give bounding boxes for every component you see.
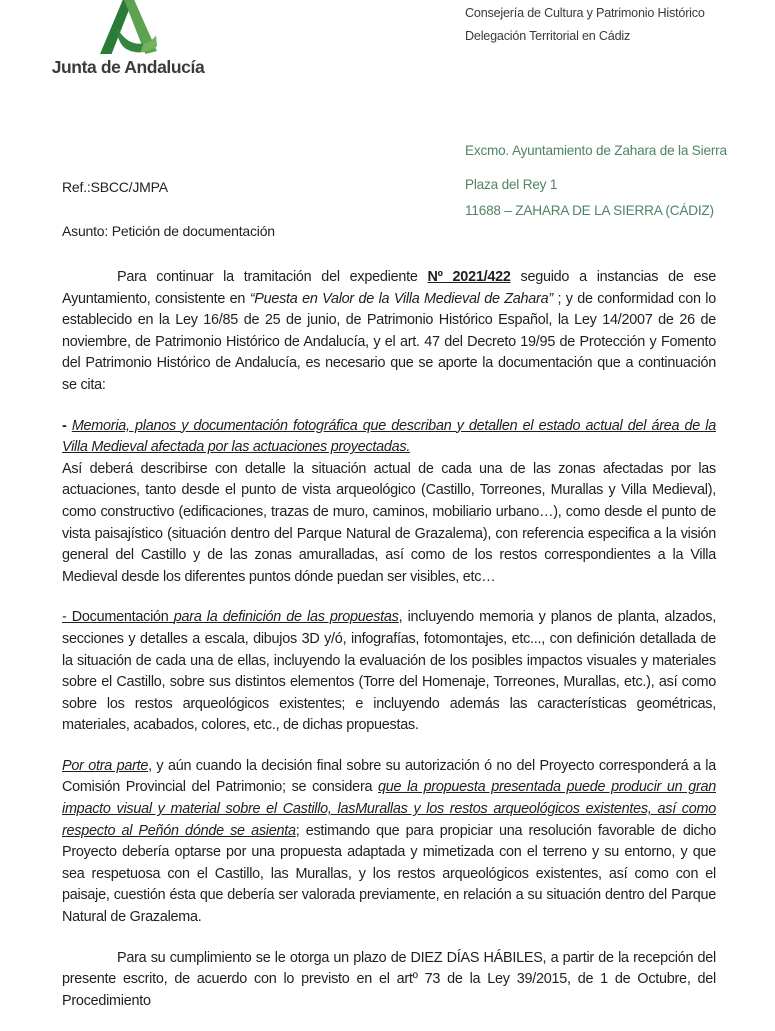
body-text: Para continuar la tramitación del expediente (117, 269, 428, 285)
recipient-city: 11688 – ZAHARA DE LA SIERRA (CÁDIZ) (465, 203, 714, 218)
recipient-name: Excmo. Ayuntamiento de Zahara de la Sierra (465, 143, 727, 158)
junta-andalucia-a-icon (97, 0, 159, 54)
department-name: Consejería de Cultura y Patrimonio Histórico (465, 6, 705, 20)
paragraph-por-otra-parte (62, 756, 716, 929)
body-text: ; y de conformidad con lo establecido en la Ley 16/85 de 25 de junio, de Patrimonio Histórico Español, la Ley 14/2007 de 26 de noviembre, de Patrimonio Histórico de Andalucía, y el art. 47 del Decreto 19/95 de Protección y Fomento del Patrimonio Histórico de Andalucía, es necesario que se aporte la documentación que a continuación se cita: (62, 290, 717, 393)
project-title: “Puesta en Valor de la Villa Medieval de Zahara” (249, 290, 553, 307)
list-dash: - (62, 417, 72, 434)
paragraph-documentacion-propuestas (62, 607, 716, 737)
body-text: seguido a instancias de ese Ayuntamiento, consistente en (62, 269, 716, 307)
paragraph-expediente (62, 267, 716, 397)
impact-statement: que la propuesta presentada puede producir un gran impacto visual y material sobre el Castillo, lasMurallas y los restos arqueológicos existentes, así como respecto al Peñón dónde se asienta (62, 779, 716, 839)
body-text: , incluyendo memoria y planos de planta, alzados, secciones y detalles a escala, dibujos 3D y/ó, infografías, fotomontajes, etc..., con definición detallada de la situación de cada una de ellas, incluyendo la evaluación de los posibles impactos visuales y materiales sobre el Castillo, sobre sus distintos elementos (Torre del Homenaje, Torreones, Murallas, etc.), así como sobre los restos arqueológicos existentes; e incluyendo además las características geométricas, materiales, acabados, colores, etc., de dichas propuestas. (62, 609, 716, 734)
territorial-delegation: Delegación Territorial en Cádiz (465, 29, 631, 43)
body-text: Para su cumplimiento se le otorga un plazo de DIEZ DÍAS HÁBILES, a partir de la recepción del presente escrito, de acuerdo con lo previsto en el artº 73 de la Ley 39/2015, de 1 de Octubre, del Procedimiento (62, 949, 716, 1009)
requirement-documentacion-detail: para la definición de las propuestas (173, 609, 399, 626)
body-text: , y aún cuando la decisión final sobre su autorización ó no del Proyecto corresponderá a la Comisión Provincial del Patrimonio; se considera (62, 757, 716, 796)
subject-line: Asunto: Petición de documentación (62, 223, 275, 239)
logo-wordmark: Junta de Andalucía (51, 57, 205, 77)
recipient-street: Plaza del Rey 1 (465, 177, 558, 192)
junta-andalucia-logo (42, 0, 214, 78)
body-text: Así deberá describirse con detalle la situación actual de cada una de las zonas afectadas por las actuaciones, tanto desde el punto de vista arqueológico (Castillo, Torreones, Murallas y Villa Medieval), como constructivo (edificaciones, trazas de muro, caminos, mobiliario urbano…), como desde el punto de vista paisajístico (situación dentro del Parque Natural de Grazalema), con referencia especifica a la visión general del Castillo y de las zonas amuralladas, así como de los restos correspondientes a la Villa Medieval desde los diferentes puntos dónde puedan ser visibles, etc… (62, 460, 716, 585)
expediente-number: Nº 2021/422 (427, 269, 511, 285)
por-otra-parte-lead: Por otra parte (62, 757, 149, 774)
department-header (465, 6, 765, 43)
requirement-memoria: Memoria, planos y documentación fotográfica que describan y detallen el estado actual del área de la Villa Medieval afectada por las actuaciones proyectadas. (62, 417, 716, 456)
recipient-address-block (465, 137, 727, 218)
letter-body (62, 267, 716, 1031)
paragraph-plazo (62, 948, 716, 1013)
body-text: ; estimando que para propiciar una resolución favorable de dicho Proyecto debería optarse por una propuesta adaptada y mimetizada con el terreno y su entorno, y que sea respetuosa con el Castillo, las Murallas, y los restos arqueológicos existentes, así como con el paisaje, cuestión ésta que debería ser valorada previamente, en relación a su situación dentro del Parque Natural de Grazalema. (62, 822, 716, 926)
reference-number: Ref.:SBCC/JMPA (62, 179, 168, 195)
paragraph-memoria-planos (62, 416, 716, 589)
requirement-documentacion: - Documentación (62, 609, 174, 626)
